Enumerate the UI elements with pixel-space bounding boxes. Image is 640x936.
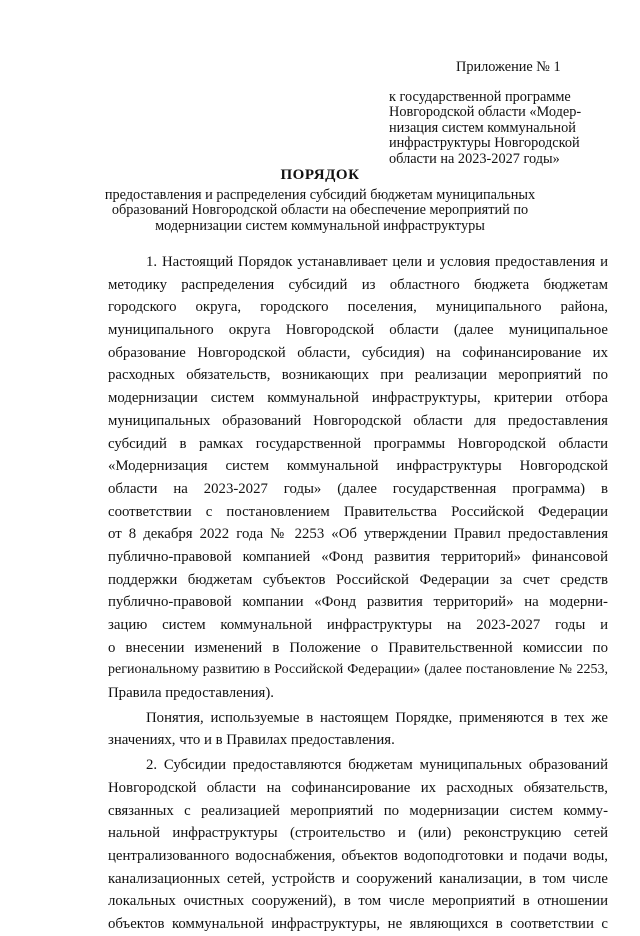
appendix-line: инфраструктуры Новгородской (389, 135, 580, 152)
appendix-line: низация систем коммунальной (389, 119, 576, 136)
appendix-line: Новгородской области «Модер- (389, 104, 582, 121)
paragraph-line: значениях, что и в Правилах предоставления. (108, 732, 395, 749)
paragraph-line: 1. Настоящий Порядок устанавливает цели и условия предоставления и (146, 254, 608, 270)
paragraph-line: от 8 декабря 2022 года № 2253 «Об утверждении Правил предоставления (108, 526, 608, 543)
paragraph-line: образование Новгородской области, субсидия) на софинансирование их (108, 344, 608, 361)
paragraph-line: централизованного водоснабжения, объектов водоподготовки и подачи воды, (108, 847, 608, 864)
paragraph-line: публично-правовой компании «Фонд развития территорий» на модерни- (108, 594, 608, 611)
paragraph (108, 754, 608, 936)
paragraph-line: Новгородской области на софинансирование их расходных обязательств, (108, 779, 608, 796)
paragraph (108, 707, 608, 752)
paragraph-line: соответствии с постановлением Правительства Российской Федерации (108, 503, 608, 520)
paragraph (108, 251, 608, 705)
paragraph-line: о внесении изменений в Положение о Правительственной комиссии по (108, 639, 608, 656)
subtitle-line: модернизации систем коммунальной инфраструктуры (155, 217, 485, 234)
subtitle-line: предоставления и распределения субсидий бюджетам муниципальных (104, 187, 536, 203)
document-title: ПОРЯДОК (280, 167, 360, 183)
paragraph-line: локальных очистных сооружений), в том числе мероприятий в отношении (108, 893, 608, 910)
appendix-number: Приложение № 1 (456, 59, 561, 75)
paragraph-line: публично-правовой компанией «Фонд развития территорий» финансовой (108, 548, 608, 565)
paragraph-line: муниципального округа Новгородской области (далее муниципальное (108, 322, 608, 339)
subtitle-line: образований Новгородской области на обеспечение мероприятий по (111, 202, 529, 219)
paragraph-line: расходных обязательств, возникающих при реализации мероприятий по (108, 367, 608, 384)
paragraph-line: нальной инфраструктуры (строительство и (или) реконструкцию сетей (108, 825, 608, 842)
paragraph-line: канализационных сетей, устройств и сооружений канализации, в том числе (108, 870, 608, 887)
paragraph-line: муниципальных образований Новгородской области для предоставления (108, 412, 608, 429)
paragraph-line: 2. Субсидии предоставляются бюджетам муниципальных образований (146, 757, 608, 774)
document-subtitle (100, 188, 540, 234)
paragraph-line: области на 2023-2027 годы» (далее государственная программа) в (108, 480, 608, 497)
paragraph-line: поддержки бюджетам субъектов Российской Федерации за счет средств (108, 571, 608, 588)
paragraph-line: субсидий в рамках государственной программы Новгородской области (108, 435, 608, 452)
appendix-block (389, 60, 624, 168)
paragraph-line: модернизации систем коммунальной инфраструктуры, критерии отбора (108, 390, 608, 407)
paragraph-line: связанных с реализацией мероприятий по модернизации систем комму- (108, 802, 608, 819)
appendix-line: к государственной программе (389, 88, 571, 105)
document-body (108, 251, 608, 936)
paragraph-line: «Модернизация систем коммунальной инфраструктуры Новгородской (108, 458, 608, 475)
paragraph-line: методику распределения субсидий из областного бюджета бюджетам (108, 276, 608, 293)
paragraph-line: Понятия, используемые в настоящем Порядке, применяются в тех же (146, 709, 608, 726)
paragraph-line: региональному развитию в Российской Федерации» (далее постановление № 2253, (108, 662, 608, 678)
paragraph-line: Правила предоставления). (108, 685, 274, 702)
appendix-line: области на 2023-2027 годы» (389, 150, 560, 167)
paragraph-line: городского округа, городского поселения, муниципального района, (108, 299, 608, 316)
paragraph-line: зацию систем коммунальной инфраструктуры на 2023-2027 годы и (108, 617, 608, 633)
paragraph-line: объектов коммунальной инфраструктуры, не являющихся в соответствии с (108, 915, 608, 932)
